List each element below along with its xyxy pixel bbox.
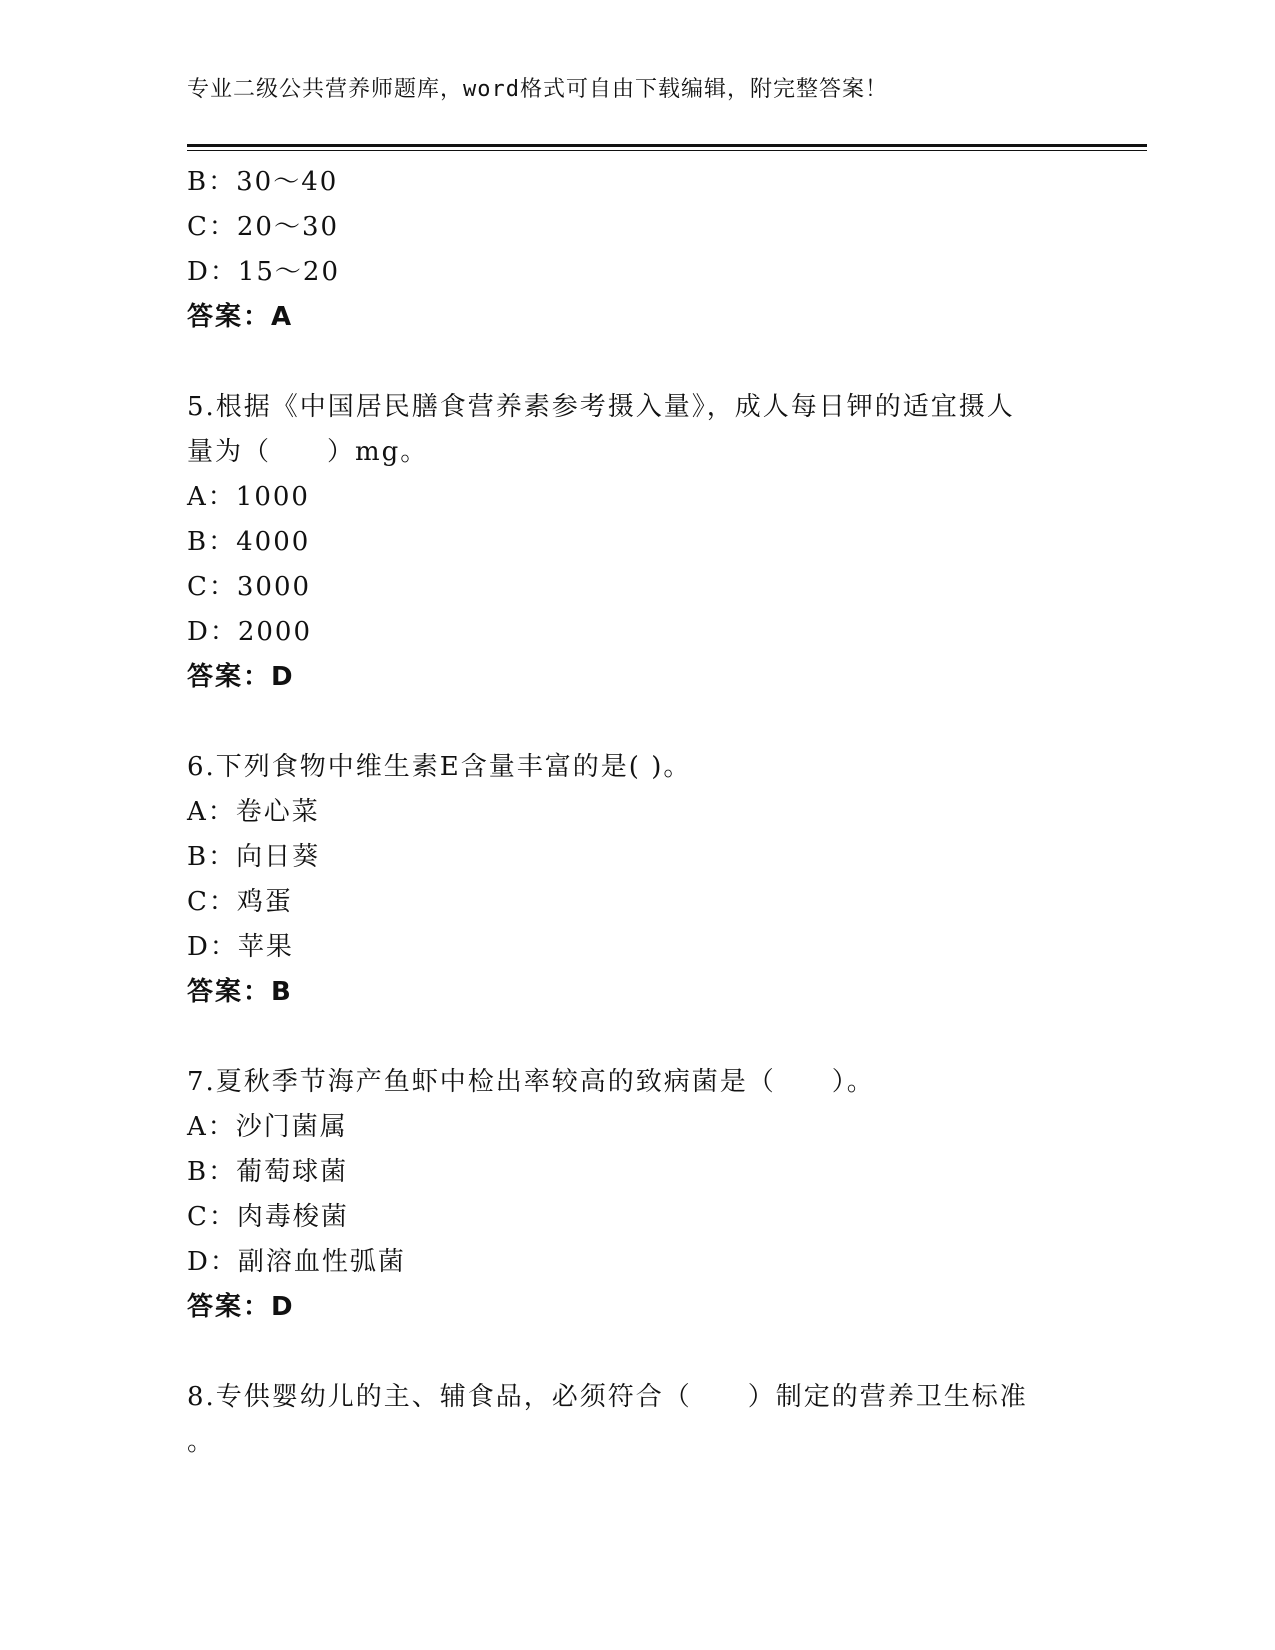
answer: 答案：B: [187, 977, 293, 1007]
answer: 答案：D: [187, 662, 295, 692]
question-5: [187, 385, 1087, 700]
question-stem-cont: 。: [187, 1427, 216, 1457]
question-stem: 5.根据《中国居民膳食营养素参考摄入量》，成人每日钾的适宜摄人: [187, 392, 1015, 422]
option-c: C：20～30: [187, 212, 340, 242]
option-d: D：苹果: [187, 932, 294, 962]
question-6: [187, 745, 1087, 1015]
option-c: C：肉毒梭菌: [187, 1202, 349, 1232]
page-header: 专业二级公共营养师题库，word格式可自由下载编辑，附完整答案！: [187, 77, 888, 102]
question-8: [187, 1375, 1087, 1465]
question-4-tail: [187, 160, 1087, 340]
spacer: [187, 1015, 1087, 1060]
option-a: A：卷心菜: [187, 797, 320, 827]
question-stem-cont: 量为（ ）mg。: [187, 437, 429, 467]
option-d: D：15～20: [187, 257, 341, 287]
option-b: B：4000: [187, 527, 311, 557]
spacer: [187, 1330, 1087, 1375]
question-7: [187, 1060, 1087, 1330]
question-stem: 6.下列食物中维生素E含量丰富的是( )。: [187, 752, 692, 782]
option-a: A：沙门菌属: [187, 1112, 348, 1142]
answer: 答案：D: [187, 1292, 295, 1322]
spacer: [187, 340, 1087, 385]
option-d: D：副溶血性弧菌: [187, 1247, 406, 1277]
header-rule-thin: [187, 150, 1147, 151]
header-rule-thick: [187, 144, 1147, 147]
option-b: B：葡萄球菌: [187, 1157, 349, 1187]
option-c: C：3000: [187, 572, 312, 602]
option-a: A：1000: [187, 482, 310, 512]
option-d: D：2000: [187, 617, 313, 647]
question-stem: 7.夏秋季节海产鱼虾中检出率较高的致病菌是（ ）。: [187, 1067, 875, 1097]
option-c: C：鸡蛋: [187, 887, 293, 917]
answer: 答案：A: [187, 302, 294, 332]
option-b: B：向日葵: [187, 842, 321, 872]
option-b: B：30～40: [187, 167, 339, 197]
question-list: [187, 160, 1087, 1465]
question-stem: 8.专供婴幼儿的主、辅食品，必须符合（ ）制定的营养卫生标准: [187, 1382, 1028, 1412]
spacer: [187, 700, 1087, 745]
